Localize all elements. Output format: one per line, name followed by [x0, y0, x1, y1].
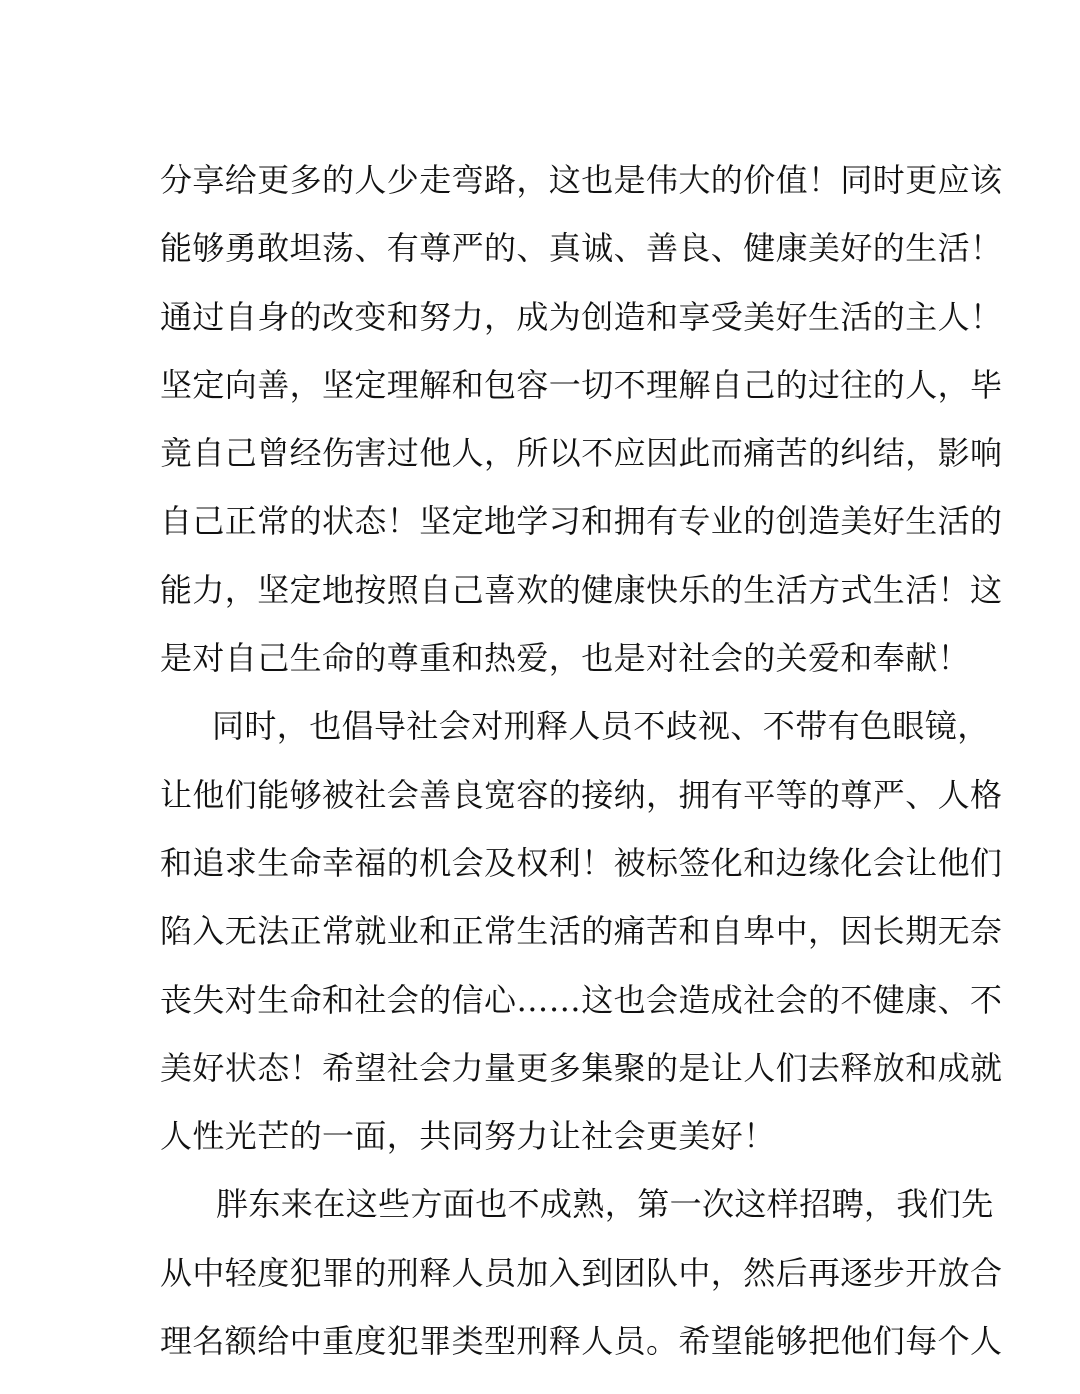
- text-line: 是对自己生命的尊重和热爱，也是对社会的关爱和奉献！: [160, 639, 971, 678]
- text-line: 能够勇敢坦荡、有尊严的、真诚、善良、健康美好的生活！: [160, 229, 1003, 268]
- text-line: 陷入无法正常就业和正常生活的痛苦和自卑中，因长期无奈: [160, 912, 1003, 951]
- article-body: [160, 146, 1003, 1375]
- text-line: 坚定向善，坚定理解和包容一切不理解自己的过往的人，毕: [160, 365, 1003, 404]
- text-line: 能力，坚定地按照自己喜欢的健康快乐的生活方式生活！这: [160, 570, 1003, 609]
- text-line: 竟自己曾经伤害过他人，所以不应因此而痛苦的纠结，影响: [160, 434, 1003, 473]
- text-line: 人性光芒的一面，共同努力让社会更美好！: [160, 1117, 776, 1156]
- text-line: 丧失对生命和社会的信心……这也会造成社会的不健康、不: [160, 980, 1003, 1019]
- text-line: 和追求生命幸福的机会及权利！被标签化和边缘化会让他们: [160, 843, 1003, 882]
- text-line: 美好状态！希望社会力量更多集聚的是让人们去释放和成就: [160, 1048, 1003, 1087]
- text-line: 从中轻度犯罪的刑释人员加入到团队中，然后再逐步开放合: [160, 1253, 1003, 1292]
- paragraph-start-line: 胖东来在这些方面也不成熟，第一次这样招聘，我们先: [216, 1185, 994, 1224]
- text-line: 理名额给中重度犯罪类型刑释人员。希望能够把他们每个人: [160, 1322, 1003, 1361]
- text-line: 通过自身的改变和努力，成为创造和享受美好生活的主人！: [160, 297, 1003, 336]
- text-line: 让他们能够被社会善良宽容的接纳，拥有平等的尊严、人格: [160, 775, 1003, 814]
- paragraph-start-line: 同时，也倡导社会对刑释人员不歧视、不带有色眼镜，: [212, 707, 990, 746]
- text-line: 分享给更多的人少走弯路，这也是伟大的价值！同时更应该: [160, 161, 1003, 199]
- text-line: 自己正常的状态！坚定地学习和拥有专业的创造美好生活的: [160, 502, 1003, 541]
